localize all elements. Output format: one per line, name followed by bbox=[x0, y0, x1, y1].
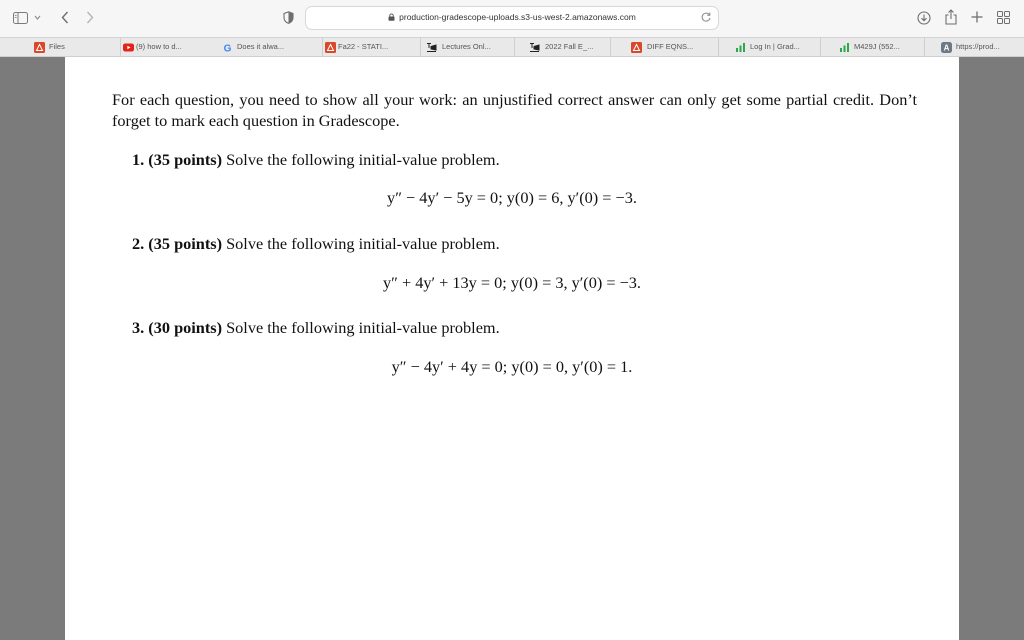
question-1 bbox=[132, 150, 500, 170]
svg-text:A: A bbox=[943, 43, 950, 53]
tab-does-it[interactable] bbox=[222, 38, 322, 57]
canvas-icon bbox=[34, 42, 45, 53]
lock-icon bbox=[388, 13, 395, 21]
lectures-icon bbox=[529, 42, 540, 53]
tab-label: https://prod... bbox=[956, 42, 1000, 51]
tab-m429j[interactable] bbox=[820, 38, 924, 57]
tab-diff-eqns[interactable] bbox=[610, 38, 718, 57]
url-text bbox=[306, 12, 718, 22]
tab-label: DIFF EQNS... bbox=[647, 42, 694, 51]
address-bar[interactable] bbox=[305, 6, 719, 30]
tab-label: M429J (552... bbox=[854, 42, 900, 51]
tab-log-in[interactable] bbox=[718, 38, 820, 57]
question-text: Solve the following initial-value problem. bbox=[226, 234, 500, 253]
sidebar-icon[interactable] bbox=[13, 12, 28, 24]
question-number: 3. bbox=[132, 318, 145, 337]
download-icon[interactable] bbox=[917, 11, 931, 25]
question-points: (35 points) bbox=[148, 234, 223, 253]
tab-2022-fall[interactable] bbox=[514, 38, 610, 57]
question-text: Solve the following initial-value problem. bbox=[226, 150, 500, 169]
equation-1: y″ − 4y′ − 5y = 0; y(0) = 6, y′(0) = −3. bbox=[387, 188, 637, 207]
equation-2: y″ + 4y′ + 13y = 0; y(0) = 3, y′(0) = −3. bbox=[382, 273, 642, 292]
gradescope-icon bbox=[735, 42, 746, 53]
canvas-icon bbox=[631, 42, 642, 53]
google-icon bbox=[222, 42, 233, 53]
tab-how-to[interactable] bbox=[120, 38, 205, 57]
question-text: Solve the following initial-value problem. bbox=[226, 318, 500, 337]
chevron-down-icon[interactable] bbox=[34, 15, 41, 20]
new-tab-plus-icon[interactable] bbox=[971, 11, 983, 23]
tab-overview-icon[interactable] bbox=[997, 11, 1010, 24]
tab-label: Lectures Onl... bbox=[442, 42, 491, 51]
lectures-icon bbox=[426, 42, 437, 53]
privacy-shield-icon[interactable] bbox=[283, 11, 294, 24]
tab-label: (9) how to d... bbox=[136, 42, 182, 51]
question-3 bbox=[132, 318, 500, 338]
letter-a-icon bbox=[941, 42, 952, 53]
equation-3: y″ − 4y′ + 4y = 0; y(0) = 0, y′(0) = 1. bbox=[391, 357, 633, 376]
tab-label: Files bbox=[49, 42, 65, 51]
share-icon[interactable] bbox=[945, 9, 957, 25]
tab-label: Fa22 - STATI... bbox=[338, 42, 389, 51]
tab-https-prod[interactable] bbox=[924, 38, 1024, 57]
youtube-icon bbox=[123, 42, 134, 53]
tab-label: 2022 Fall E_... bbox=[545, 42, 594, 51]
url-label: production-gradescope-uploads.s3-us-west-2.amazonaws.com bbox=[399, 12, 636, 22]
document-page bbox=[65, 57, 959, 640]
gradescope-icon bbox=[839, 42, 850, 53]
forward-arrow-icon[interactable] bbox=[86, 11, 94, 24]
question-number: 2. bbox=[132, 234, 145, 253]
question-points: (30 points) bbox=[148, 318, 223, 337]
tab-label: Log In | Grad... bbox=[750, 42, 800, 51]
tab-fa22-stat[interactable] bbox=[322, 38, 420, 57]
tab-label: Does it alwa... bbox=[237, 42, 285, 51]
tab-lectures[interactable] bbox=[420, 38, 514, 57]
canvas-icon bbox=[325, 42, 336, 53]
instructions-paragraph: For each question, you need to show all your work: an unjustified correct answer can only get some partial credit. Don’t forget to mark each question in Gradescope. bbox=[112, 90, 917, 130]
tab-bar bbox=[0, 37, 1024, 57]
reload-icon[interactable] bbox=[700, 11, 712, 23]
question-2 bbox=[132, 234, 500, 254]
back-arrow-icon[interactable] bbox=[61, 11, 69, 24]
browser-toolbar bbox=[0, 0, 1024, 37]
tab-files[interactable] bbox=[34, 38, 120, 57]
svg-text:G: G bbox=[223, 43, 232, 53]
question-points: (35 points) bbox=[148, 150, 223, 169]
question-number: 1. bbox=[132, 150, 145, 169]
